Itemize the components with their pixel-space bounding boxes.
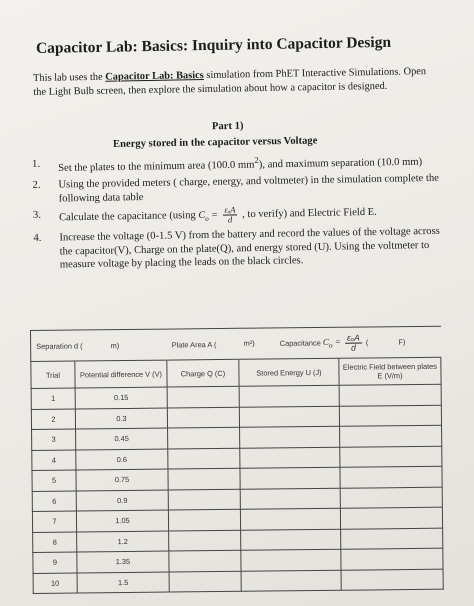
voltage-cell: 0.75 (76, 469, 168, 490)
col-header-charge: Charge Q (C) (167, 359, 239, 387)
energy-cell[interactable] (241, 529, 341, 551)
cap-unit-close: F) (398, 337, 406, 347)
step-number: 3. (32, 209, 42, 221)
charge-cell[interactable] (169, 571, 241, 592)
step-number: 2. (32, 179, 41, 191)
field-cell[interactable] (341, 569, 443, 591)
energy-cell[interactable] (240, 488, 340, 510)
step-number: 1. (32, 158, 41, 170)
charge-cell[interactable] (167, 386, 239, 407)
field-cell[interactable] (340, 507, 442, 529)
step-4 (29, 225, 450, 273)
col-header-voltage: Potential difference V (V) (75, 360, 167, 388)
separation-unit: m) (110, 340, 120, 350)
trial-cell: 6 (32, 491, 76, 512)
step-text: , to verify) and Electric Field E. (242, 206, 377, 221)
simulation-link: Capacitor Lab: Basics (105, 70, 204, 83)
formula-sub: o (205, 214, 209, 223)
field-cell[interactable] (340, 487, 442, 509)
instruction-list (28, 151, 450, 276)
superscript: 2 (254, 154, 259, 166)
col-header-trial: Trial (31, 361, 75, 388)
voltage-cell: 0.3 (75, 408, 167, 429)
step-text: ), and maximum separation (10.0 mm) (258, 156, 423, 171)
voltage-cell: 1.35 (77, 551, 169, 572)
formula-numerator: εₒA (345, 333, 362, 343)
voltage-cell: 0.6 (76, 449, 168, 470)
voltage-cell: 0.9 (76, 490, 168, 511)
charge-cell[interactable] (168, 427, 240, 448)
trial-cell: 10 (33, 573, 77, 594)
trial-cell: 5 (32, 470, 76, 491)
trial-cell: 3 (32, 429, 76, 450)
trial-cell: 7 (32, 511, 76, 532)
separation-label: Separation d ( (36, 340, 83, 351)
formula-denominator: d (351, 342, 356, 353)
voltage-cell: 0.45 (76, 428, 168, 449)
field-cell[interactable] (341, 528, 443, 550)
charge-cell[interactable] (169, 530, 241, 551)
capacitance-formula: $C_o$ = (198, 209, 218, 223)
capacitance-cell (238, 326, 440, 359)
energy-cell[interactable] (240, 467, 340, 489)
table-header-columns (31, 357, 441, 388)
step-text: Using the provided meters ( charge, energy, and voltmeter) in the simulation complete the following data table (58, 172, 439, 205)
col-header-field: Electric Field between plates E (V/m) (339, 357, 441, 385)
plate-unit: m²) (243, 338, 255, 348)
col-header-energy: Stored Energy U (J) (239, 358, 339, 386)
trial-cell: 4 (32, 450, 76, 471)
charge-cell[interactable] (168, 448, 240, 469)
formula-lhs: C (322, 336, 329, 347)
formula-sub: o (328, 340, 333, 350)
trial-cell: 1 (31, 388, 75, 409)
field-cell[interactable] (341, 548, 443, 570)
capacitance-label: Capacitance (279, 337, 321, 348)
plate-area-cell (166, 328, 238, 360)
part-label: Part 1) (211, 120, 244, 133)
charge-cell[interactable] (167, 407, 239, 428)
step-text: Set the plates to the minimum area (100.0 mm (58, 159, 255, 175)
intro-paragraph (33, 65, 433, 100)
voltage-cell: 1.05 (76, 510, 168, 531)
step-text: Increase the voltage (0-1.5 V) from the battery and record the values of the voltage across the capacitor(V), Charge on the plate(Q), and energy stored (U). Using the voltmeter to measure voltage by placing the leads on the black circles. (59, 226, 440, 271)
table-row (33, 569, 443, 594)
trial-cell: 2 (31, 409, 75, 430)
energy-cell[interactable] (239, 406, 339, 428)
voltage-cell: 0.15 (75, 387, 167, 408)
field-cell[interactable] (340, 466, 442, 488)
step-2 (28, 172, 448, 206)
energy-cell[interactable] (240, 508, 340, 530)
charge-cell[interactable] (168, 468, 240, 489)
field-cell[interactable] (339, 384, 441, 406)
voltage-cell: 1.2 (77, 531, 169, 552)
trial-cell: 9 (33, 552, 77, 573)
formula-fraction-small (345, 333, 362, 352)
field-cell[interactable] (340, 425, 442, 447)
step-text: Calculate the capacitance (using (58, 210, 199, 224)
energy-cell[interactable] (241, 570, 341, 592)
charge-cell[interactable] (169, 550, 241, 571)
field-cell[interactable] (339, 405, 441, 427)
formula-lhs: C (198, 209, 206, 222)
table-header-constants (31, 326, 441, 361)
formula-denominator: d (227, 214, 233, 225)
energy-cell[interactable] (241, 549, 341, 571)
formula-fraction (222, 205, 237, 224)
field-cell[interactable] (340, 446, 442, 468)
data-table (30, 326, 443, 606)
capacitance-formula-small: $C_o$ = (322, 336, 342, 350)
intro-text-2: simulation from PhET Interactive Simulations. Open the Light Bulb screen, then explore the simulation about how a capacitor is designed. (33, 66, 427, 98)
charge-cell[interactable] (168, 509, 240, 530)
voltage-cell: 1.5 (77, 572, 169, 593)
section-title: Energy stored in the capacitor versus Voltage (112, 135, 318, 150)
cap-unit-open: ( (365, 337, 369, 347)
energy-cell[interactable] (239, 385, 339, 407)
trial-cell: 8 (33, 532, 77, 553)
formula-numerator: εₒA (222, 205, 237, 215)
step-number: 4. (33, 233, 42, 245)
intro-text-1: This lab uses the (33, 71, 106, 84)
plate-area-label: Plate Area A ( (171, 339, 217, 350)
energy-cell[interactable] (240, 426, 340, 448)
energy-cell[interactable] (240, 447, 340, 469)
separation-cell (31, 329, 167, 361)
charge-cell[interactable] (168, 489, 240, 510)
page-title: Capacitor Lab: Basics: Inquiry into Capacitor Design (35, 33, 392, 57)
